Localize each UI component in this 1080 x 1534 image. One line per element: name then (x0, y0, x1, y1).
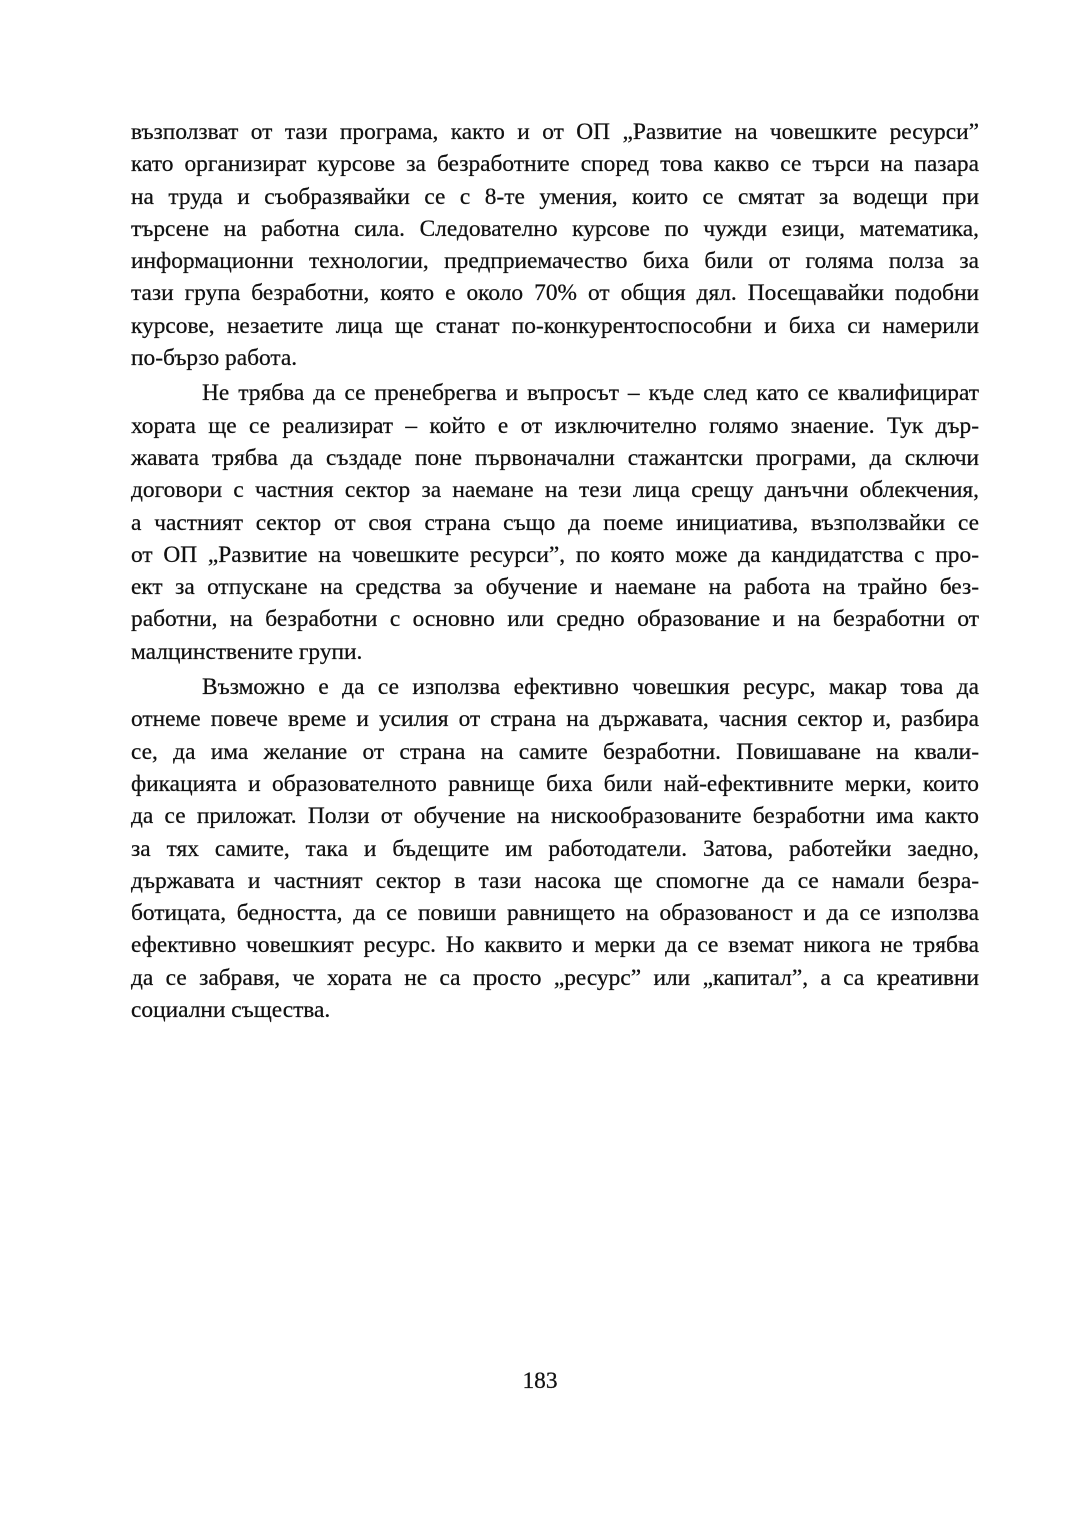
paragraph-2 (131, 377, 979, 668)
text-line: фикацията и образователното равнище биха били най-ефективните мерки, които (131, 770, 979, 797)
text-line: отнеме повече време и усилия от страна на държавата, часния сектор и, разбира (131, 706, 979, 733)
text-line: от ОП „Развитие на човешките ресурси”, по която може да кандидатства с про- (131, 541, 979, 568)
text-line: хората ще се реализират – който е от изключително голямо знаение. Тук дър- (131, 412, 979, 439)
text-line: ефективно човешкият ресурс. Но каквито и мерки да се вземат никога не трябва (131, 932, 979, 959)
text-line: малцинствените групи. (131, 638, 363, 665)
text-line: Не трябва да се пренебрегва и въпросът – къде след като се квалифицират (202, 380, 979, 407)
text-line: държавата и частният сектор в тази насока ще спомогне да се намали безра- (131, 867, 979, 894)
paragraph-1 (131, 116, 979, 374)
text-line: ект за отпускане на средства за обучение и наемане на работа на трайно без- (131, 574, 979, 601)
body-text (131, 116, 979, 1026)
text-line: Възможно е да се използва ефективно човешкия ресурс, макар това да (202, 674, 979, 701)
text-line: жавата трябва да създаде поне първоначални стажантски програми, да сключи (131, 444, 979, 471)
text-line: на труда и съобразявайки се с 8-те умения, които се смятат за водещи при (131, 183, 979, 210)
text-line: работни, на безработни с основно или средно образование и на безработни от (131, 606, 979, 633)
paragraph-3 (131, 671, 979, 1026)
text-line: за тях самите, така и бъдещите им работодатели. Затова, работейки заедно, (131, 835, 979, 862)
text-line: се, да има желание от страна на самите безработни. Повишаване на квали- (131, 738, 979, 765)
text-line: ботицата, бедността, да се повиши равнището на образованост и да се използва (131, 900, 979, 927)
page-number: 183 (522, 1368, 558, 1394)
text-line: възползват от тази програма, както и от ОП „Развитие на човешките ресурси” (131, 119, 979, 145)
text-line: курсове, незаетите лица ще станат по-конкурентоспособни и биха си намерили (131, 312, 979, 339)
text-line: информационни технологии, предприемачество биха били от голяма полза за (131, 248, 979, 275)
text-line: по-бързо работа. (131, 345, 298, 372)
text-line: да се забравя, че хората не са просто „ресурс” или „капитал”, а са креативни (131, 964, 979, 991)
text-line: като организират курсове за безработните според това какво се търси на пазара (131, 151, 979, 178)
text-line: а частният сектор от своя страна също да поеме инициатива, възползвайки се (131, 509, 979, 536)
text-line: договори с частния сектор за наемане на тези лица срещу данъчни облекчения, (131, 477, 979, 504)
text-line: да се приложат. Ползи от обучение на нискообразованите безработни има както (131, 803, 979, 830)
text-line: тази група безработни, която е около 70% от общия дял. Посещавайки подобни (131, 280, 979, 307)
text-line: търсене на работна сила. Следователно курсове по чужди езици, математика, (131, 215, 979, 242)
text-line: социални същества. (131, 997, 331, 1024)
